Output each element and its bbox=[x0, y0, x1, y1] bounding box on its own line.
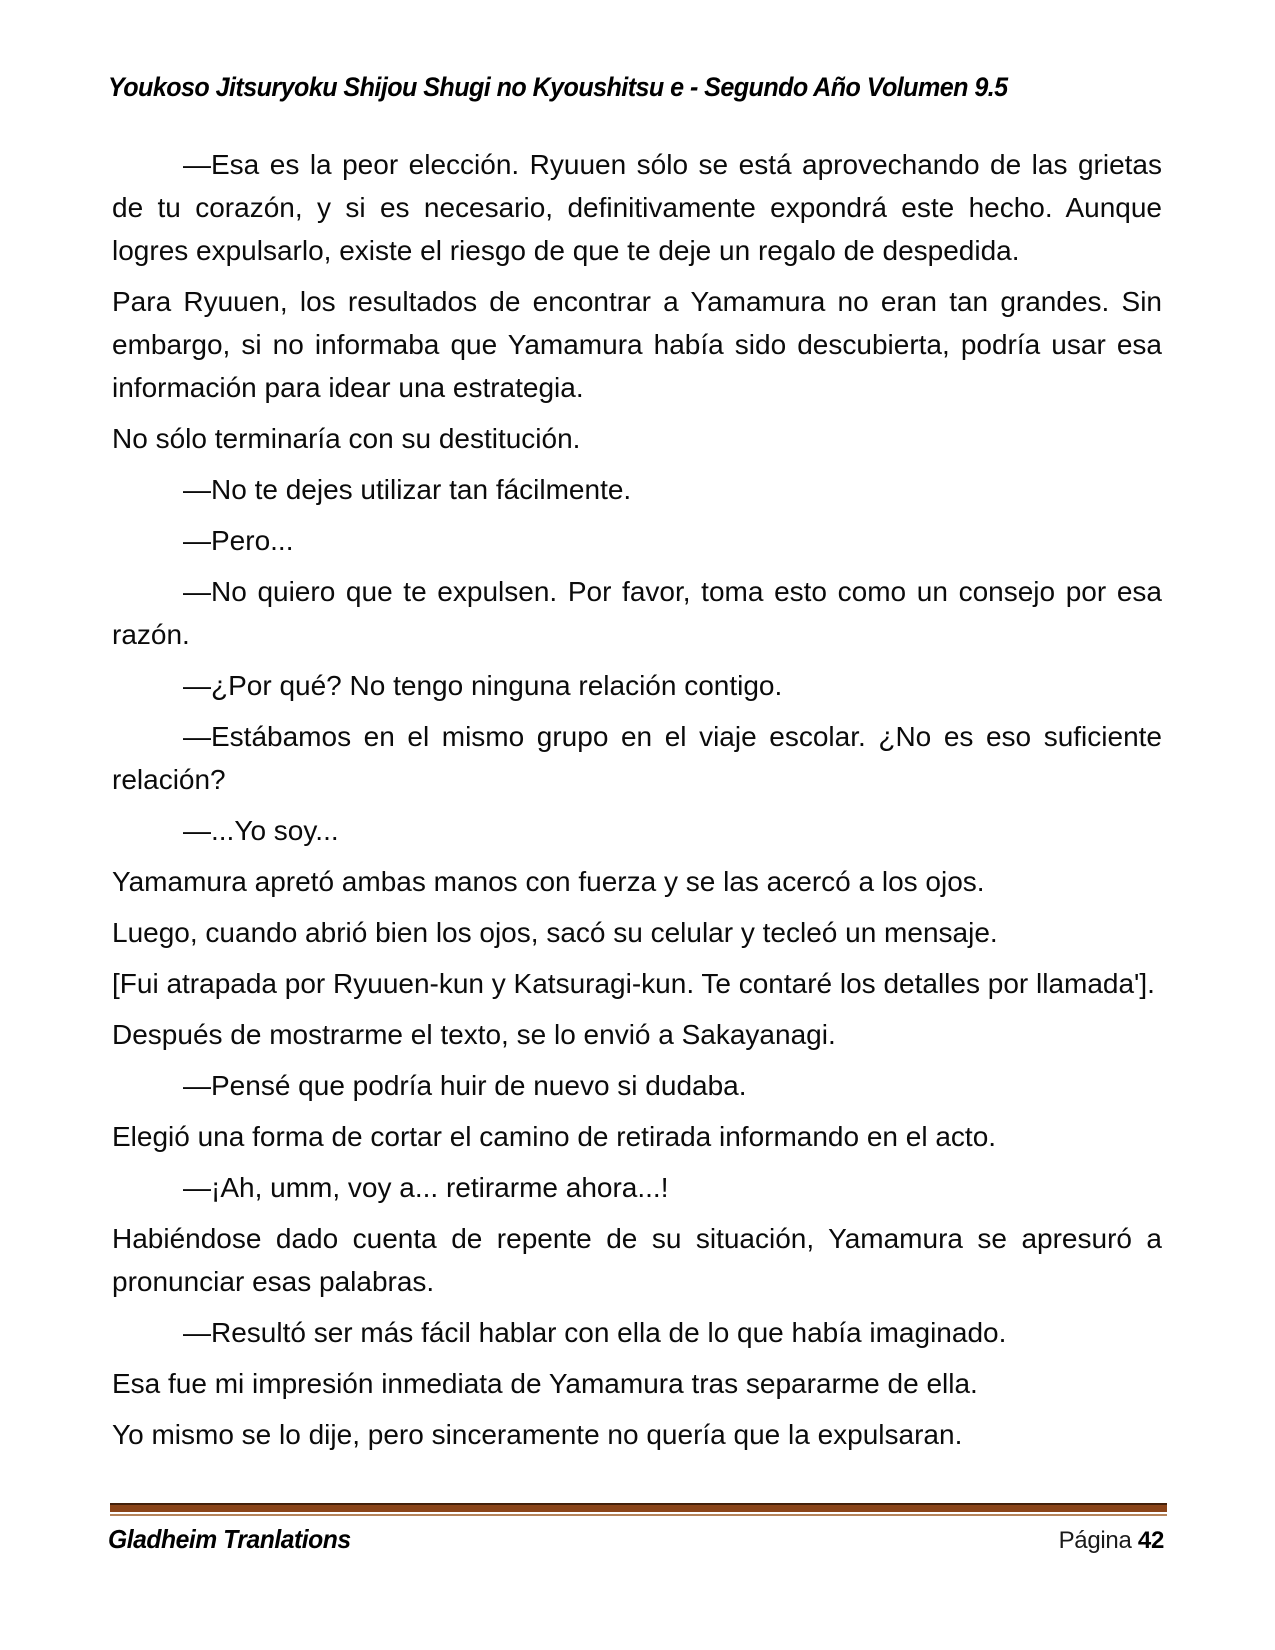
page-number bbox=[1059, 1527, 1164, 1555]
paragraph: Después de mostrarme el texto, se lo envió a Sakayanagi. bbox=[112, 1019, 836, 1050]
paragraph: —No quiero que te expulsen. Por favor, toma esto como un consejo por esa razón. bbox=[112, 576, 1162, 650]
paragraph: —Estábamos en el mismo grupo en el viaje escolar. ¿No es eso suficiente relación? bbox=[112, 721, 1162, 795]
paragraph: —Pensé que podría huir de nuevo si dudaba. bbox=[183, 1070, 747, 1101]
page-footer bbox=[108, 1524, 1164, 1555]
footer-rule-main-band bbox=[110, 1505, 1167, 1512]
footer-rule-light-line bbox=[110, 1514, 1167, 1516]
paragraph: —¿Por qué? No tengo ninguna relación contigo. bbox=[183, 670, 783, 701]
paragraph: —No te dejes utilizar tan fácilmente. bbox=[183, 474, 632, 505]
paragraph: Para Ryuuen, los resultados de encontrar a Yamamura no eran tan grandes. Sin embargo, si no informaba que Yamamura había sido descubierta, podría usar esa información para idear una estrategia. bbox=[112, 286, 1162, 403]
paragraph: —...Yo soy... bbox=[183, 815, 339, 846]
paragraph: No sólo terminaría con su destitución. bbox=[112, 423, 581, 454]
page-number-value: 42 bbox=[1137, 1527, 1164, 1554]
paragraph: —Pero... bbox=[183, 525, 294, 556]
paragraph: —Esa es la peor elección. Ryuuen sólo se está aprovechando de las grietas de tu corazón, y si es necesario, definitivamente expondrá este hecho. Aunque logres expulsarlo, existe el riesgo de que te deje un regalo de despedida. bbox=[112, 149, 1162, 266]
paragraph: Habiéndose dado cuenta de repente de su situación, Yamamura se apresuró a pronunciar esas palabras. bbox=[112, 1223, 1162, 1297]
paragraph: Elegió una forma de cortar el camino de retirada informando en el acto. bbox=[112, 1121, 997, 1152]
paragraph: —¡Ah, umm, voy a... retirarme ahora...! bbox=[183, 1172, 669, 1203]
paragraph: Esa fue mi impresión inmediata de Yamamura tras separarme de ella. bbox=[112, 1368, 978, 1399]
paragraph: Luego, cuando abrió bien los ojos, sacó su celular y tecleó un mensaje. bbox=[112, 917, 998, 948]
document-body bbox=[112, 143, 1162, 1464]
paragraph: Yo mismo se lo dije, pero sinceramente no quería que la expulsaran. bbox=[112, 1419, 963, 1450]
footer-rule bbox=[110, 1503, 1167, 1516]
paragraph: [Fui atrapada por Ryuuen-kun y Katsuragi-kun. Te contaré los detalles por llamada']. bbox=[112, 968, 1155, 999]
page-header bbox=[108, 72, 1168, 103]
document-title: Youkoso Jitsuryoku Shijou Shugi no Kyoushitsu e - Segundo Año Volumen 9.5 bbox=[108, 72, 1008, 102]
translator-credit: Gladheim Tranlations bbox=[108, 1524, 351, 1554]
paragraph: —Resultó ser más fácil hablar con ella de lo que había imaginado. bbox=[183, 1317, 1007, 1348]
page-number-label: Página bbox=[1058, 1527, 1132, 1554]
paragraph: Yamamura apretó ambas manos con fuerza y se las acercó a los ojos. bbox=[112, 866, 985, 897]
